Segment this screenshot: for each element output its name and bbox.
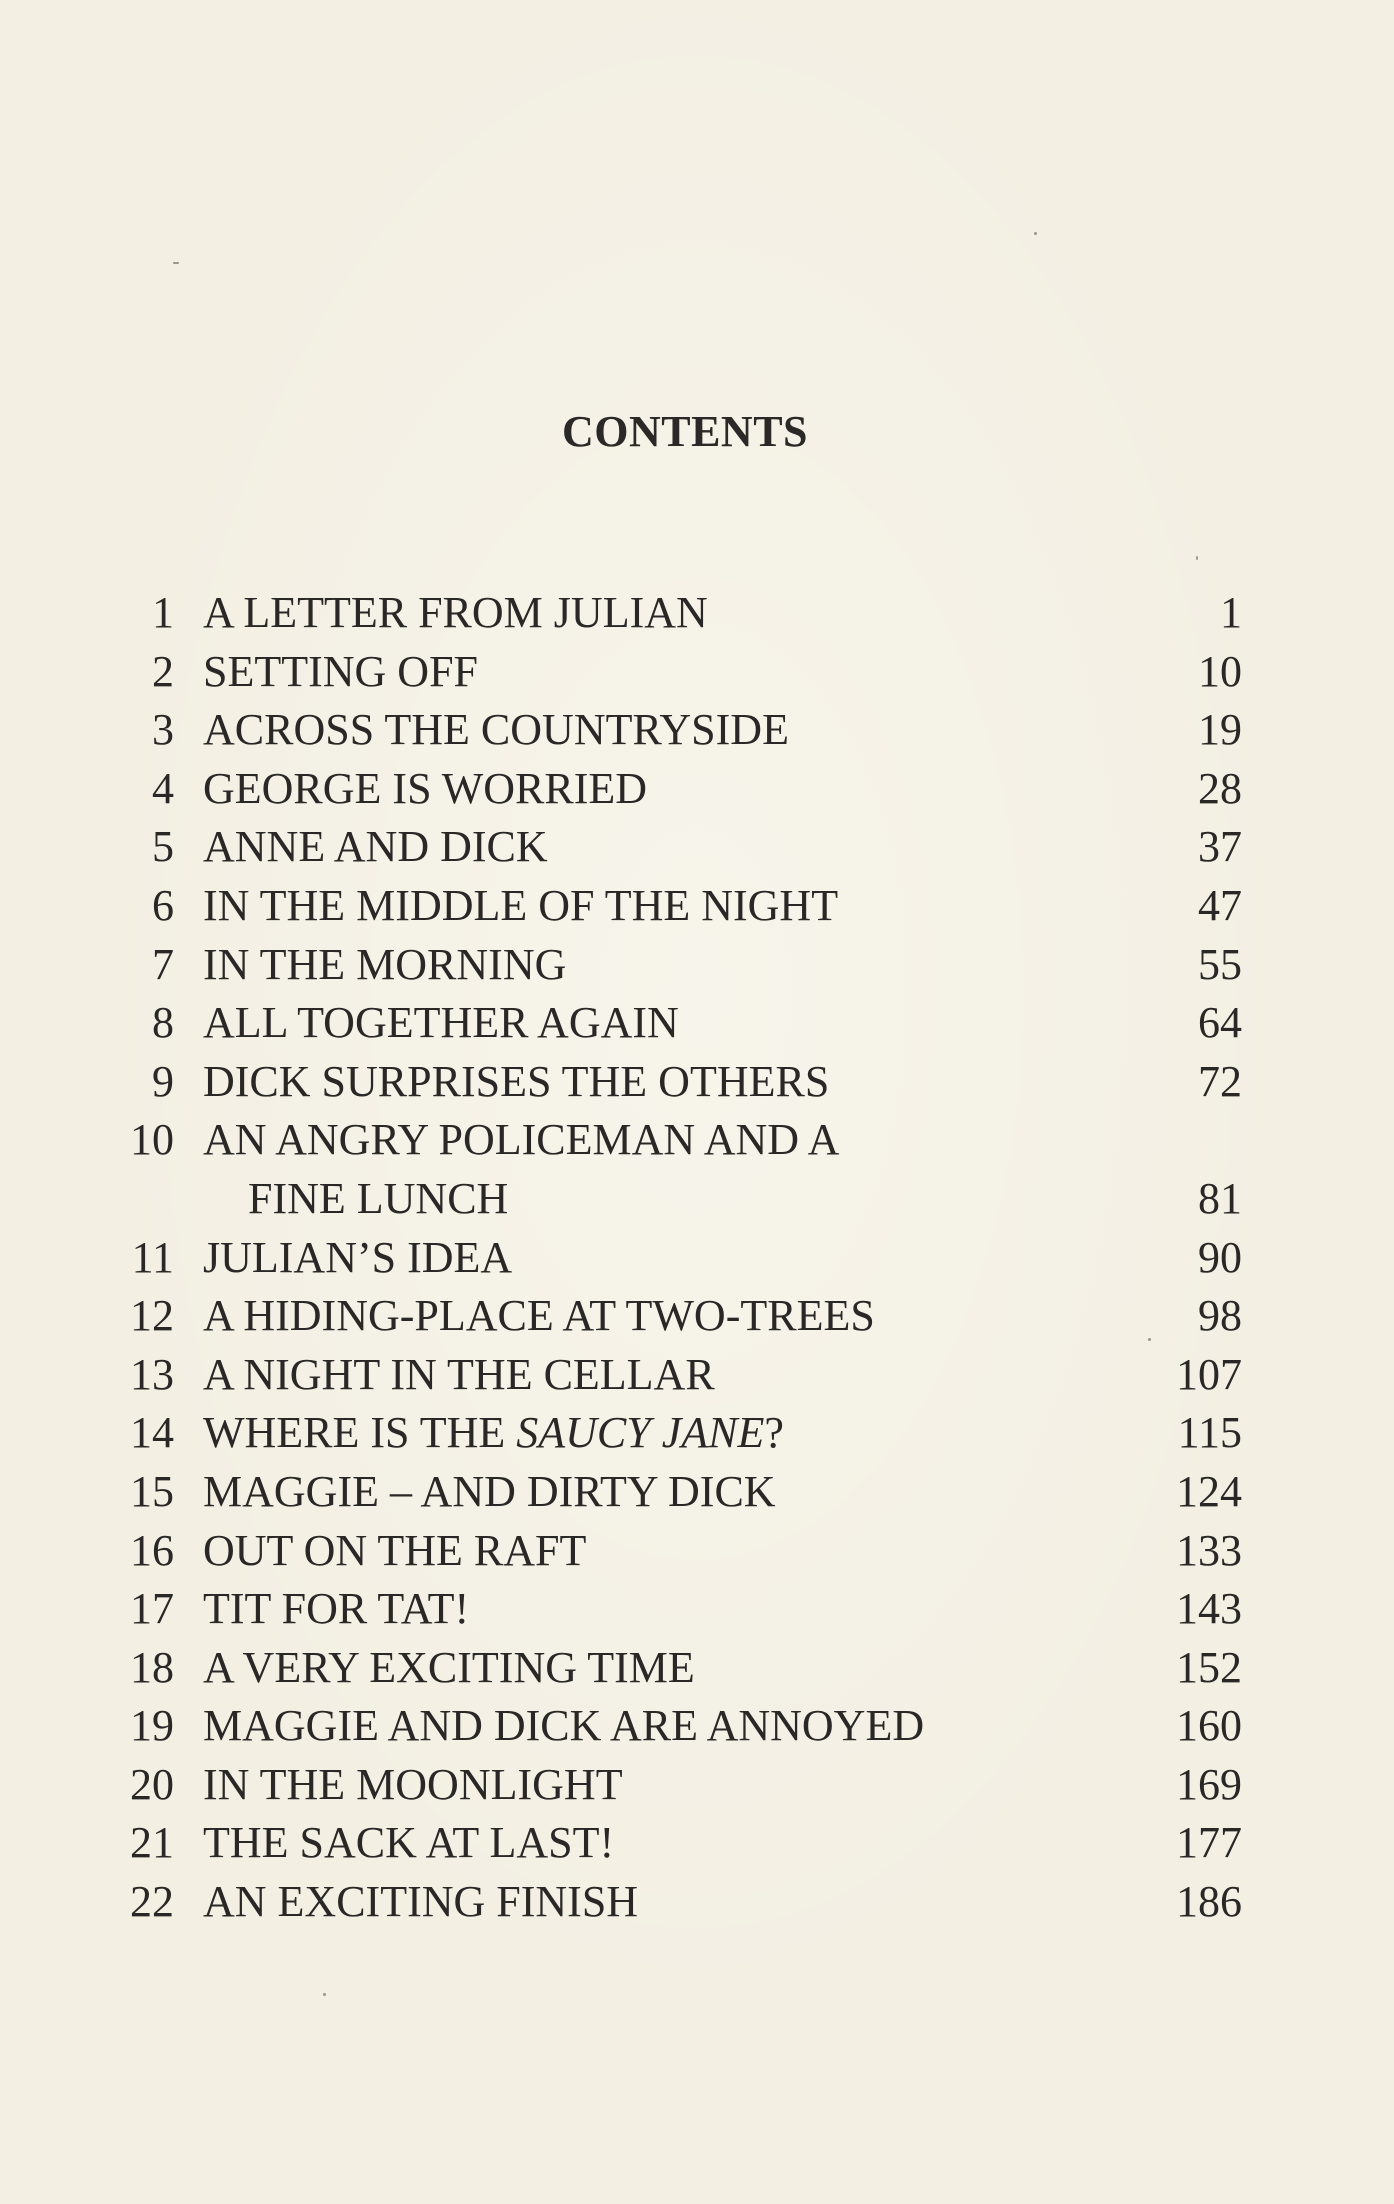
toc-entry-15 — [0, 1463, 1394, 1522]
chapter-title: MAGGIE – AND DIRTY DICK — [203, 1466, 776, 1516]
chapter-title: A HIDING-PLACE AT TWO-TREES — [203, 1291, 875, 1341]
chapter-title: IN THE MIDDLE OF THE NIGHT — [203, 880, 839, 930]
chapter-title — [203, 1404, 784, 1463]
toc-entry-11 — [0, 1229, 1394, 1288]
page-number: 177 — [1176, 1818, 1242, 1868]
toc-entry-5 — [0, 818, 1394, 877]
chapter-title: AN ANGRY POLICEMAN AND A — [203, 1115, 840, 1165]
chapter-number: 11 — [131, 1232, 174, 1282]
chapter-number: 14 — [130, 1408, 174, 1458]
paper-speck — [1034, 232, 1037, 235]
chapter-number: 12 — [130, 1291, 174, 1341]
page-number: 98 — [1198, 1291, 1242, 1341]
chapter-number: 15 — [130, 1466, 174, 1516]
chapter-title: GEORGE IS WORRIED — [203, 763, 648, 813]
toc-entry-7 — [0, 936, 1394, 995]
chapter-title: SETTING OFF — [203, 646, 479, 696]
chapter-number: 1 — [152, 588, 174, 637]
toc-entry-10 — [0, 1111, 1394, 1170]
toc-entry-8 — [0, 994, 1394, 1053]
page-number: 55 — [1198, 939, 1242, 989]
paper-speck — [173, 262, 179, 264]
table-of-contents — [0, 584, 1394, 1932]
page-number: 28 — [1198, 763, 1242, 813]
chapter-title-prefix: WHERE IS THE — [203, 1408, 517, 1458]
page-number: 1 — [1220, 588, 1242, 637]
chapter-number: 13 — [130, 1349, 174, 1399]
page-number: 64 — [1198, 998, 1242, 1048]
chapter-number: 17 — [130, 1584, 174, 1634]
chapter-title: A NIGHT IN THE CELLAR — [203, 1349, 715, 1399]
page-number: 143 — [1176, 1584, 1242, 1634]
chapter-number: 5 — [152, 822, 174, 872]
page-number: 169 — [1176, 1759, 1242, 1809]
chapter-number: 7 — [152, 939, 174, 989]
chapter-title: TIT FOR TAT! — [203, 1584, 470, 1634]
chapter-title: OUT ON THE RAFT — [203, 1525, 587, 1575]
page-number: 37 — [1198, 822, 1242, 872]
toc-entry-21 — [0, 1814, 1394, 1873]
page-number: 152 — [1176, 1642, 1242, 1692]
chapter-title: THE SACK AT LAST! — [203, 1818, 615, 1868]
toc-entry-10-continued — [0, 1170, 1394, 1229]
chapter-number: 8 — [152, 998, 174, 1048]
toc-entry-14 — [0, 1404, 1394, 1463]
chapter-number: 18 — [130, 1642, 174, 1692]
chapter-number: 10 — [130, 1115, 174, 1165]
page-number: 19 — [1198, 705, 1242, 755]
chapter-title: ANNE AND DICK — [203, 822, 548, 872]
toc-entry-2 — [0, 643, 1394, 702]
paper-speck — [1196, 556, 1198, 560]
toc-entry-20 — [0, 1756, 1394, 1815]
chapter-number: 19 — [130, 1701, 174, 1751]
toc-entry-18 — [0, 1639, 1394, 1698]
chapter-title: AN EXCITING FINISH — [203, 1877, 639, 1927]
chapter-number: 22 — [130, 1877, 174, 1927]
page-number: 81 — [1198, 1173, 1242, 1223]
page-title: CONTENTS — [561, 407, 809, 456]
page-number: 72 — [1198, 1056, 1242, 1106]
toc-entry-3 — [0, 701, 1394, 760]
page-number: 10 — [1198, 646, 1242, 696]
chapter-number: 2 — [152, 646, 174, 696]
chapter-title: IN THE MORNING — [203, 939, 567, 989]
page-number: 186 — [1176, 1877, 1242, 1927]
toc-entry-22 — [0, 1873, 1394, 1932]
chapter-number: 3 — [152, 705, 174, 755]
chapter-title-italic: SAUCY JANE — [516, 1408, 765, 1458]
page-number: 115 — [1177, 1408, 1242, 1458]
chapter-number: 20 — [130, 1759, 174, 1809]
page-number: 160 — [1176, 1701, 1242, 1751]
chapter-number: 16 — [130, 1525, 174, 1575]
toc-entry-9 — [0, 1053, 1394, 1112]
chapter-title: ALL TOGETHER AGAIN — [203, 998, 679, 1048]
chapter-number: 4 — [152, 763, 174, 813]
toc-entry-13 — [0, 1346, 1394, 1405]
page-number: 124 — [1176, 1466, 1242, 1516]
paper-speck — [323, 1993, 326, 1996]
page-number: 107 — [1176, 1349, 1242, 1399]
toc-entry-17 — [0, 1580, 1394, 1639]
page-number: 90 — [1198, 1232, 1242, 1282]
chapter-number: 21 — [130, 1818, 174, 1868]
chapter-title: A LETTER FROM JULIAN — [203, 588, 708, 637]
toc-entry-1 — [0, 584, 1394, 643]
chapter-number: 9 — [152, 1056, 174, 1106]
chapter-title: A VERY EXCITING TIME — [203, 1642, 695, 1692]
toc-entry-19 — [0, 1697, 1394, 1756]
chapter-title-suffix: ? — [764, 1408, 784, 1458]
chapter-title: DICK SURPRISES THE OTHERS — [203, 1056, 830, 1106]
page-number: 133 — [1176, 1525, 1242, 1575]
toc-entry-16 — [0, 1522, 1394, 1581]
toc-entry-6 — [0, 877, 1394, 936]
page-number: 47 — [1198, 880, 1242, 930]
chapter-title-continuation: FINE LUNCH — [248, 1173, 509, 1223]
chapter-title: MAGGIE AND DICK ARE ANNOYED — [203, 1701, 925, 1751]
toc-entry-4 — [0, 760, 1394, 819]
chapter-title: JULIAN’S IDEA — [203, 1232, 513, 1282]
paper-speck — [1148, 1338, 1151, 1341]
chapter-number: 6 — [152, 880, 174, 930]
chapter-title: IN THE MOONLIGHT — [203, 1759, 623, 1809]
chapter-title: ACROSS THE COUNTRYSIDE — [203, 705, 789, 755]
toc-entry-12 — [0, 1287, 1394, 1346]
